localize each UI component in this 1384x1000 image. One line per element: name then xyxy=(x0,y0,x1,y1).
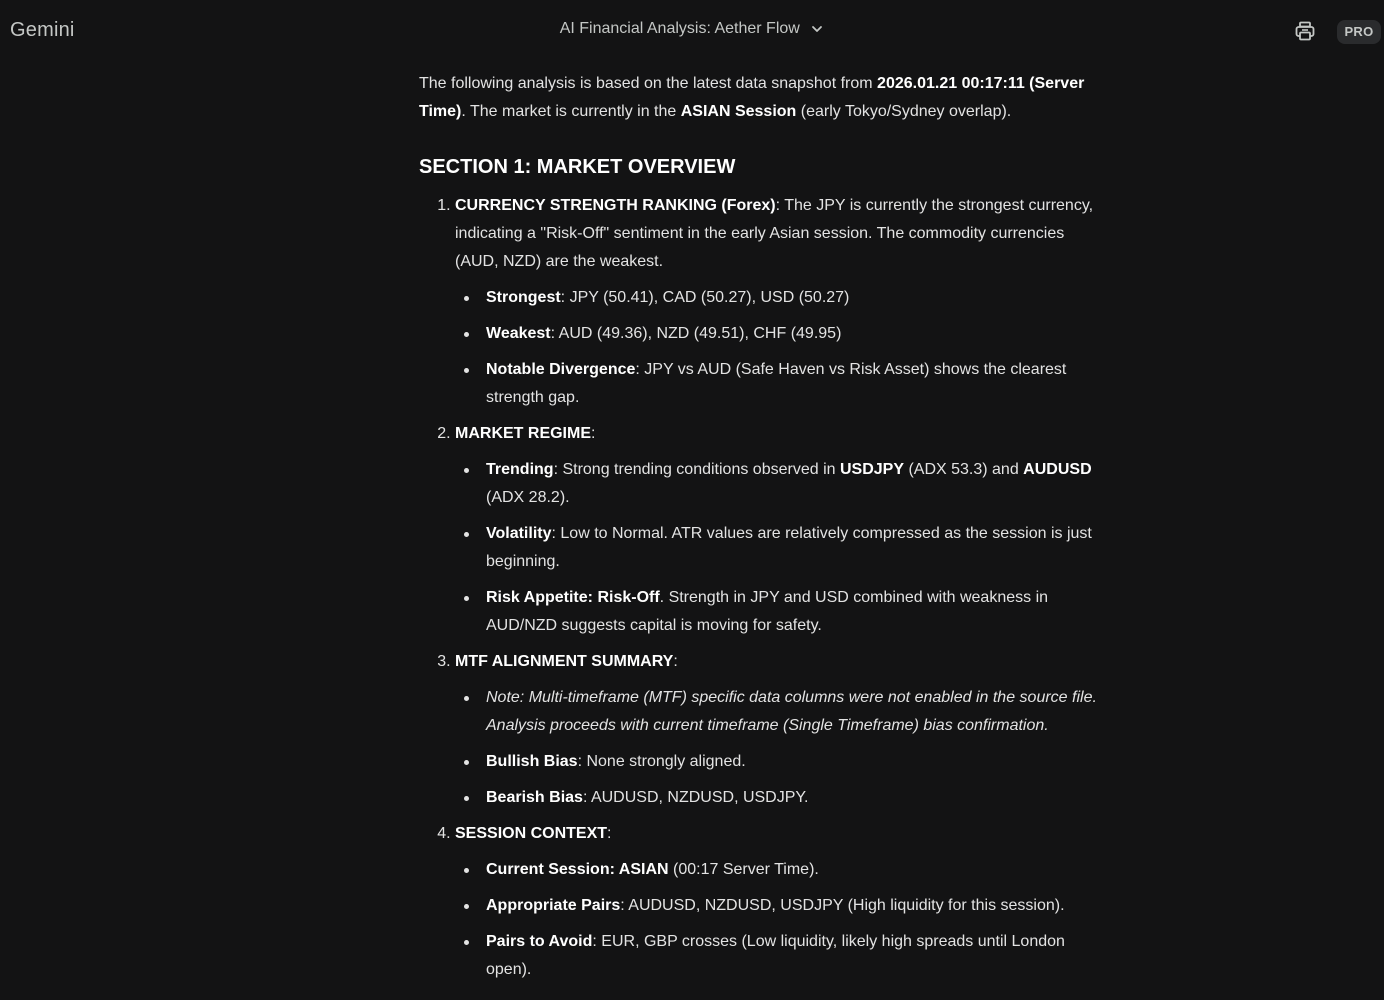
list-item xyxy=(486,320,1109,348)
bullet-label: Bullish Bias xyxy=(486,753,578,770)
list-item xyxy=(486,456,1109,512)
bullet-label: Volatility xyxy=(486,525,552,542)
bullet-text: . Strength in JPY and USD combined with weakness in AUD/NZD suggests capital is moving for safety. xyxy=(486,589,1049,634)
item-title: SESSION CONTEXT xyxy=(455,825,608,842)
list-item xyxy=(486,784,1109,812)
item-colon: : xyxy=(673,653,678,670)
pro-badge[interactable]: PRO xyxy=(1337,20,1381,44)
sub-list xyxy=(455,856,1109,984)
bullet-label: Pairs to Avoid xyxy=(486,933,593,950)
brand-logo[interactable]: Gemini xyxy=(10,19,75,41)
bullet-text: (ADX 28.2). xyxy=(486,489,570,506)
print-icon[interactable] xyxy=(1294,20,1316,42)
bullet-label: Appropriate Pairs xyxy=(486,897,621,914)
sub-list xyxy=(455,456,1109,640)
bullet-text: : EUR, GBP crosses (Low liquidity, likely high spreads until London open). xyxy=(486,933,1065,978)
item-title: MTF ALIGNMENT SUMMARY xyxy=(455,653,674,670)
bullet-text: : AUDUSD, NZDUSD, USDJPY. xyxy=(582,789,809,806)
list-item xyxy=(486,356,1109,412)
session-name: ASIAN Session xyxy=(680,103,797,120)
bullet-text: : AUD (49.36), NZD (49.51), CHF (49.95) xyxy=(550,325,842,342)
pair-name: USDJPY xyxy=(839,461,904,478)
snapshot-time: 2026.01.21 00:17:11 (Server Time) xyxy=(419,75,1085,120)
bullet-label: Strongest xyxy=(486,289,561,306)
bullet-label: Bearish Bias xyxy=(486,789,583,806)
conversation-title[interactable]: AI Financial Analysis: Aether Flow xyxy=(559,20,800,37)
chevron-down-icon[interactable] xyxy=(810,22,824,36)
bullet-label: Trending xyxy=(486,461,554,478)
bullet-separator: : xyxy=(587,589,598,606)
bullet-text: (ADX 53.3) and xyxy=(904,461,1024,478)
intro-text: The following analysis is based on the latest data snapshot from xyxy=(419,75,878,92)
bullet-text: : Strong trending conditions observed in xyxy=(553,461,840,478)
bullet-value: Risk-Off xyxy=(597,589,660,606)
top-bar xyxy=(0,0,1384,62)
list-item-note: Note: Multi-timeframe (MTF) specific data columns were not enabled in the source file. Analysis proceeds with current timeframe (Single Timeframe) bias confirmation. xyxy=(486,684,1109,740)
item-colon: : xyxy=(591,425,596,442)
bullet-text: : Low to Normal. ATR values are relatively compressed as the session is just beginning. xyxy=(486,525,1092,570)
sub-list xyxy=(455,284,1109,412)
list-item-currency-strength xyxy=(455,192,1109,412)
bullet-separator: : xyxy=(609,861,619,878)
intro-paragraph xyxy=(419,70,1109,126)
list-item-session-context xyxy=(455,820,1109,984)
item-colon: : xyxy=(607,825,612,842)
list-item xyxy=(486,520,1109,576)
bullet-label: Weakest xyxy=(486,325,551,342)
list-item xyxy=(486,928,1109,984)
bullet-text: : JPY (50.41), CAD (50.27), USD (50.27) xyxy=(560,289,850,306)
list-item xyxy=(486,856,1109,884)
item-body: : The JPY is currently the strongest currency, indicating a "Risk-Off" sentiment in the early Asian session. The commodity currencies (AUD, NZD) are the weakest. xyxy=(455,197,1094,270)
bullet-label: Notable Divergence xyxy=(486,361,636,378)
bullet-label: Current Session xyxy=(486,861,610,878)
list-item xyxy=(486,584,1109,640)
intro-text: . The market is currently in the xyxy=(461,103,681,120)
bullet-label: Risk Appetite xyxy=(486,589,588,606)
intro-text: (early Tokyo/Sydney overlap). xyxy=(796,103,1012,120)
list-item xyxy=(486,892,1109,920)
item-title: MARKET REGIME xyxy=(455,425,591,442)
list-item-mtf-alignment xyxy=(455,648,1109,812)
bullet-text: : JPY vs AUD (Safe Haven vs Risk Asset) shows the clearest strength gap. xyxy=(486,361,1067,406)
list-item xyxy=(486,284,1109,312)
list-item-market-regime xyxy=(455,420,1109,640)
response-content xyxy=(419,70,1109,992)
sub-list xyxy=(455,684,1109,812)
section-heading: SECTION 1: MARKET OVERVIEW xyxy=(419,156,736,178)
bullet-text: : None strongly aligned. xyxy=(577,753,746,770)
list-item xyxy=(486,748,1109,776)
bullet-text: (00:17 Server Time). xyxy=(668,861,819,878)
bullet-text: : AUDUSD, NZDUSD, USDJPY (High liquidity for this session). xyxy=(620,897,1065,914)
bullet-value: ASIAN xyxy=(618,861,669,878)
pair-name: AUDUSD xyxy=(1023,461,1092,478)
overview-list xyxy=(419,192,1109,984)
item-title: CURRENCY STRENGTH RANKING (Forex) xyxy=(455,197,776,214)
conversation-title-menu[interactable] xyxy=(0,20,1384,38)
